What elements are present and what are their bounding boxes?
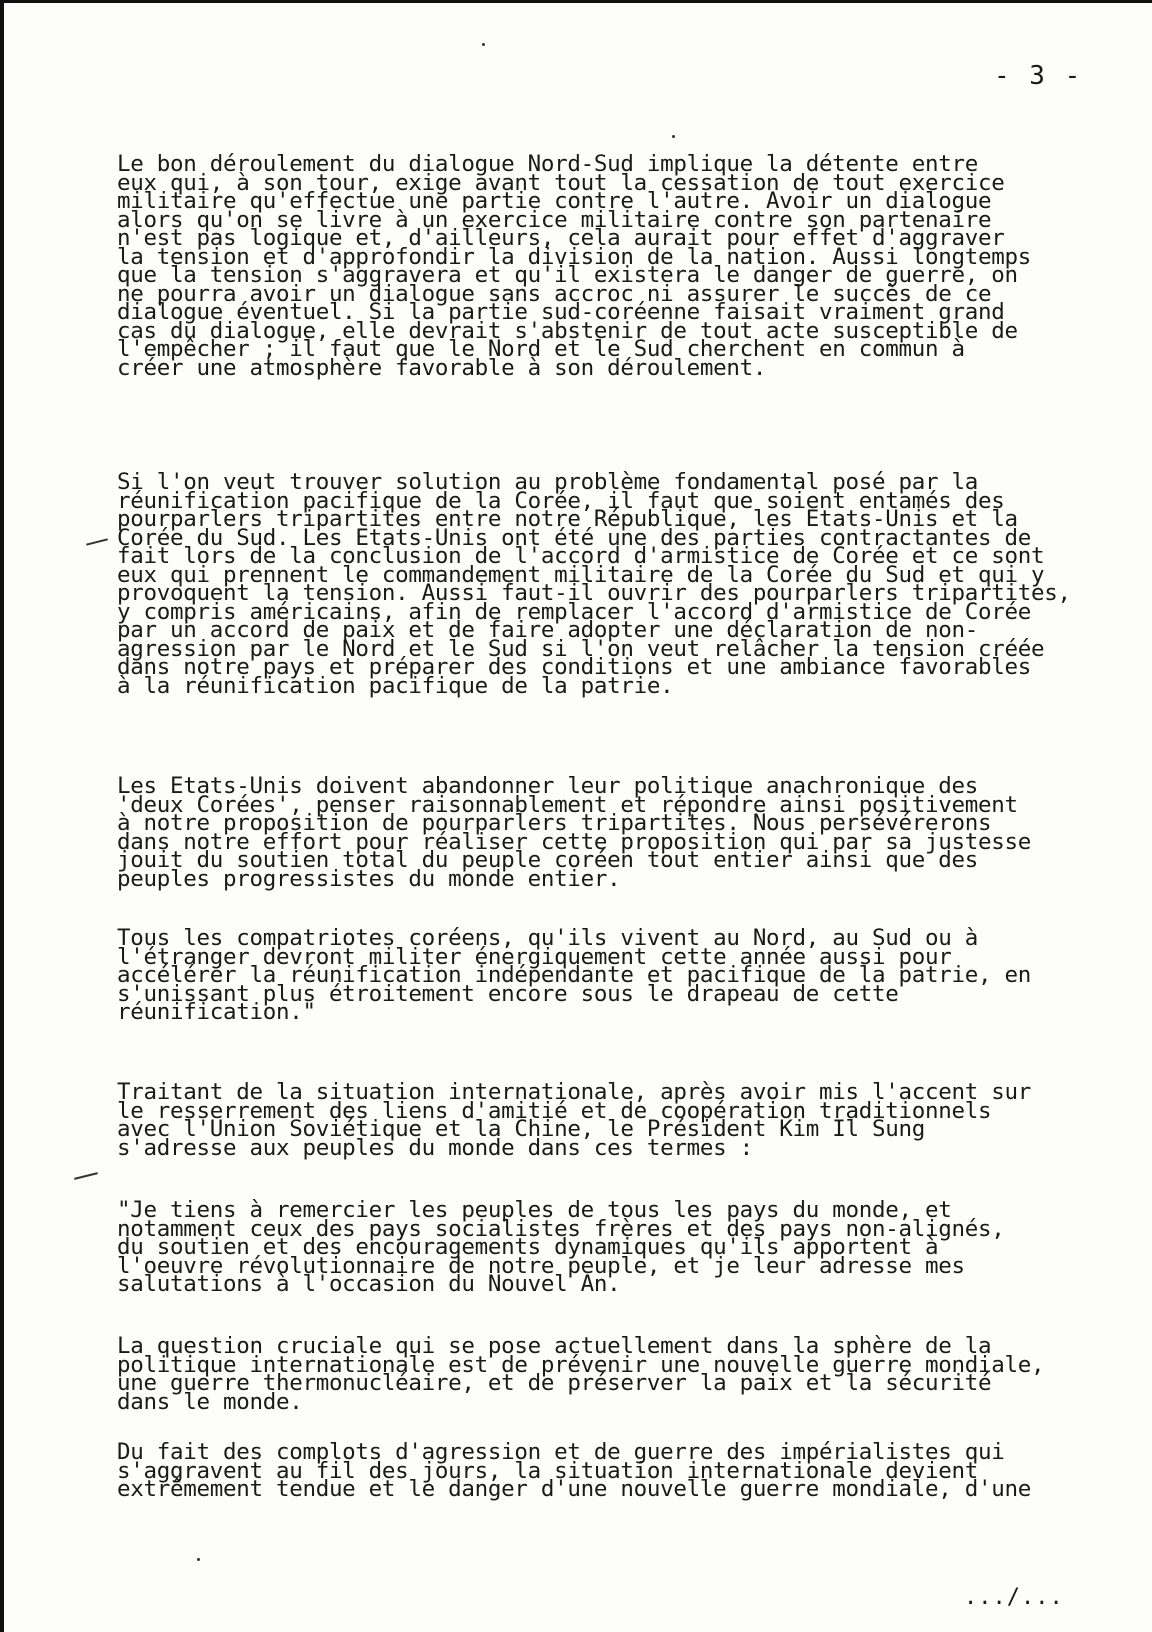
scan-speck (672, 135, 675, 138)
text-line: Si l'on veut trouver solution au problème fondamental posé par la (117, 469, 979, 495)
paragraph-3 (117, 773, 1127, 892)
text-line: Tous les compatriotes coréens, qu'ils vivent au Nord, au Sud ou à (117, 925, 979, 951)
text-line: "Je tiens à remercier les peuples de tous les pays du monde, et (117, 1197, 952, 1223)
margin-mark (74, 1172, 98, 1180)
text-line: notamment ceux des pays socialistes frères et des pays non-alignés, (117, 1215, 1005, 1242)
text-line: pourparlers tripartites entre notre République, les Etats-Unis et la (117, 506, 1018, 532)
text-line: jouit du soutien total du peuple coréen tout entier ainsi que des (117, 847, 979, 873)
text-line: que la tension s'aggravera et qu'il existera le danger de guerre, on (117, 262, 1018, 288)
text-line: l'oeuvre révolutionnaire de notre peuple, et je leur adresse mes (117, 1252, 965, 1279)
text-line: y compris américains, afin de remplacer l'accord d'armistice de Corée (117, 598, 1031, 625)
text-line: alors qu'on se livre à un exercice militaire contre son partenaire (117, 206, 992, 233)
text-line: s'aggravent au fil des jours, la situation internationale devient (117, 1457, 979, 1484)
text-line: provoquent la tension. Aussi faut-il ouvrir des pourparlers tripartites, (117, 580, 1071, 606)
text-line: accélérer la réunification indépendante et pacifique de la patrie, en (117, 962, 1031, 988)
text-line: 'deux Corées', penser raisonnablement et répondre ainsi positivement (117, 791, 1018, 818)
text-line: fait lors de la conclusion de l'accord d'armistice de Corée et ce sont (117, 543, 1045, 569)
text-line: ne pourra avoir un dialogue sans accroc ni assurer le succès de ce (117, 280, 992, 307)
text-line: réunification." (117, 999, 316, 1025)
text-line: s'unissant plus étroitement encore sous le drapeau de cette (117, 980, 899, 1007)
text-line: du soutien et des encouragements dynamiques qu'ils apportent à (117, 1234, 939, 1260)
text-line: Traitant de la situation internationale, après avoir mis l'accent sur (117, 1079, 1031, 1105)
paragraph-8 (117, 1439, 1127, 1502)
text-line: agression par le Nord et le Sud si l'on veut relâcher la tension créée (117, 635, 1045, 662)
text-line: n'est pas logique et, d'ailleurs, cela aurait pour effet d'aggraver (117, 225, 1005, 251)
text-line: Le bon déroulement du dialogue Nord-Sud implique la détente entre (117, 151, 979, 177)
paragraph-2 (117, 469, 1127, 699)
text-line: avec l'Union Soviétique et la Chine, le Président Kim Il Sung (117, 1116, 926, 1142)
text-line: le resserrement des liens d'amitié et de coopération traditionnels (117, 1097, 992, 1124)
text-line: réunification pacifique de la Corée, il faut que soient entamés des (117, 487, 1005, 514)
paragraph-7 (117, 1333, 1127, 1415)
text-line: l'empêcher ; il faut que le Nord et le Sud cherchent en commun à (117, 336, 965, 362)
text-line: La question cruciale qui se pose actuellement dans la sphère de la (117, 1333, 992, 1359)
text-line: dans le monde. (117, 1388, 303, 1415)
text-line: salutations à l'occasion du Nouvel An. (117, 1271, 621, 1297)
text-line: extrêmement tendue et le danger d'une nouvelle guerre mondiale, d'une (117, 1476, 1031, 1502)
text-line: politique internationale est de prévenir une nouvelle guerre mondiale, (117, 1351, 1045, 1378)
paragraph-4 (117, 925, 1127, 1025)
text-line: dans notre effort pour réaliser cette proposition qui par sa justesse (117, 828, 1031, 855)
text-line: à la réunification pacifique de la patrie. (117, 672, 674, 699)
paragraph-6 (117, 1197, 1127, 1297)
paragraph-1 (117, 151, 1127, 381)
text-line: eux qui, à son tour, exige avant tout la cessation de tout exercice (117, 169, 1005, 196)
text-line: par un accord de paix et de faire adopter une déclaration de non- (117, 617, 979, 643)
text-line: une guerre thermonucléaire, et de préserver la paix et la sécurité (117, 1370, 992, 1396)
text-line: militaire qu'effectue une partie contre l'autre. Avoir un dialogue (117, 188, 992, 214)
text-line: Les Etats-Unis doivent abandonner leur politique anachronique des (117, 773, 979, 799)
paragraph-5 (117, 1079, 1127, 1161)
text-line: la tension et d'approfondir la division de la nation. Aussi longtemps (117, 243, 1031, 270)
scan-speck (197, 1558, 200, 1561)
text-line: dans notre pays et préparer des conditions et une ambiance favorables (117, 654, 1031, 680)
text-line: dialogue éventuel. Si la partie sud-coréenne faisait vraiment grand (117, 299, 1005, 325)
text-line: Corée du Sud. Les Etats-Unis ont été une des parties contractantes de (117, 524, 1031, 551)
text-line: s'adresse aux peuples du monde dans ces termes : (117, 1134, 753, 1161)
text-line: Du fait des complots d'agression et de guerre des impérialistes qui (117, 1439, 1005, 1465)
text-line: eux qui prennent le commandement militaire de la Corée du Sud et qui y (117, 561, 1045, 588)
text-line: peuples progressistes du monde entier. (117, 865, 621, 892)
page-number: - 3 - (994, 61, 1083, 91)
margin-mark (86, 538, 108, 545)
continuation-mark: .../... (964, 1585, 1064, 1610)
text-line: cas du dialogue, elle devrait s'abstenir de tout acte susceptible de (117, 317, 1018, 344)
text-line: à notre proposition de pourparlers tripartites. Nous persévérerons (117, 810, 992, 836)
text-line: créer une atmosphère favorable à son déroulement. (117, 354, 767, 381)
scan-speck (482, 43, 485, 46)
text-line: l'étranger devront militer énergiquement cette année aussi pour (117, 943, 952, 970)
